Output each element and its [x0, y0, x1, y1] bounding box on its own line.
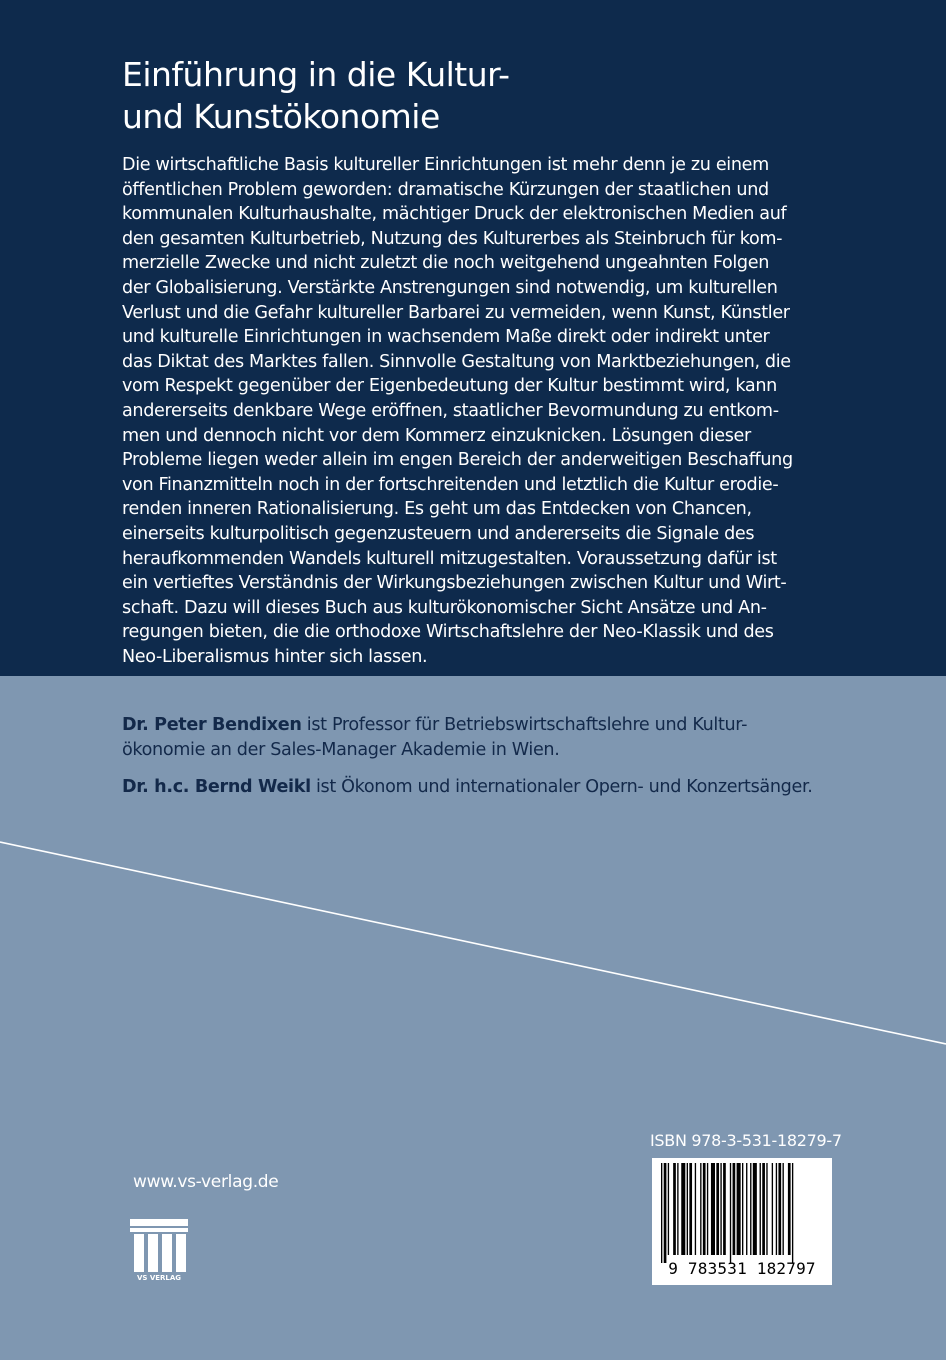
author-bio-weikl	[122, 775, 842, 800]
description-line: der Globalisierung. Verstärkte Anstrengungen sind notwendig, um kulturellen	[122, 277, 778, 298]
description-line: den gesamten Kulturbetrieb, Nutzung des Kulturerbes als Steinbruch für kom-	[122, 228, 783, 249]
description-line: men und dennoch nicht vor dem Kommerz einzuknicken. Lösungen dieser	[122, 425, 751, 446]
description-line: Probleme liegen weder allein im engen Bereich der anderweitigen Beschaffung	[122, 450, 793, 471]
description-line: Die wirtschaftliche Basis kultureller Einrichtungen ist mehr denn je zu einem	[122, 155, 769, 175]
description-line: ein vertieftes Verständnis der Wirkungsbeziehungen zwischen Kultur und Wirt-	[122, 573, 787, 594]
author-bio-text: ist Ökonom und internationaler Opern- und Konzertsänger.	[310, 777, 813, 797]
description-line: öffentlichen Problem geworden: dramatische Kürzungen der staatlichen und	[122, 179, 769, 200]
description-line: und kulturelle Einrichtungen in wachsendem Maße direkt oder indirekt unter	[122, 327, 770, 348]
book-description	[122, 153, 822, 669]
description-line: merzielle Zwecke und nicht zuletzt die noch weitgehend ungeahnten Folgen	[122, 253, 770, 274]
author-bio-text: ökonomie an der Sales-Manager Akademie in Wien.	[122, 739, 560, 760]
author-bio-text: ist Professor für Betriebswirtschaftslehre und Kultur-	[301, 715, 748, 735]
description-line: renden inneren Rationalisierung. Es geht um das Entdecken von Chancen,	[122, 499, 752, 520]
logo-text: VS VERLAG	[136, 1274, 182, 1282]
author-bio-bendixen	[122, 713, 842, 762]
description-line: kommunalen Kulturhaushalte, mächtiger Druck der elektronischen Medien auf	[122, 204, 787, 225]
title-line-2: und Kunstökonomie	[122, 97, 440, 136]
publisher-url[interactable]: www.vs-verlag.de	[133, 1172, 279, 1192]
barcode-bars-icon	[661, 1163, 825, 1263]
author-name: Dr. h.c. Bernd Weikl	[122, 777, 311, 797]
description-line: das Diktat des Marktes fallen. Sinnvolle Gestaltung von Marktbeziehungen, die	[122, 351, 791, 372]
title-line-1: Einführung in die Kultur-	[122, 55, 510, 94]
description-line: heraufkommenden Wandels kulturell mitzugestalten. Voraussetzung dafür ist	[122, 548, 777, 569]
description-line: Neo-Liberalismus hinter sich lassen.	[122, 646, 428, 667]
vs-verlag-logo-icon	[130, 1219, 188, 1281]
description-panel	[0, 0, 946, 676]
barcode	[652, 1158, 832, 1285]
description-line: einerseits kulturpolitisch gegenzusteuern und andererseits die Signale des	[122, 523, 755, 544]
description-line: vom Respekt gegenüber der Eigenbedeutung der Kultur bestimmt wird, kann	[122, 376, 777, 397]
isbn-label: ISBN 978-3-531-18279-7	[650, 1131, 842, 1150]
barcode-digits: 9 783531 182797	[668, 1259, 816, 1278]
description-line: von Finanzmitteln noch in der fortschreitenden und letztlich die Kultur erodie-	[122, 474, 779, 495]
book-title	[122, 54, 510, 138]
description-line: schaft. Dazu will dieses Buch aus kulturökonomischer Sicht Ansätze und An-	[122, 597, 767, 618]
description-line: andererseits denkbare Wege eröffnen, staatlicher Bevormundung zu entkom-	[122, 400, 779, 421]
description-line: regungen bieten, die die orthodoxe Wirtschaftslehre der Neo-Klassik und des	[122, 622, 774, 643]
description-line: Verlust und die Gefahr kultureller Barbarei zu vermeiden, wenn Kunst, Künstler	[122, 302, 790, 323]
author-name: Dr. Peter Bendixen	[122, 715, 302, 735]
